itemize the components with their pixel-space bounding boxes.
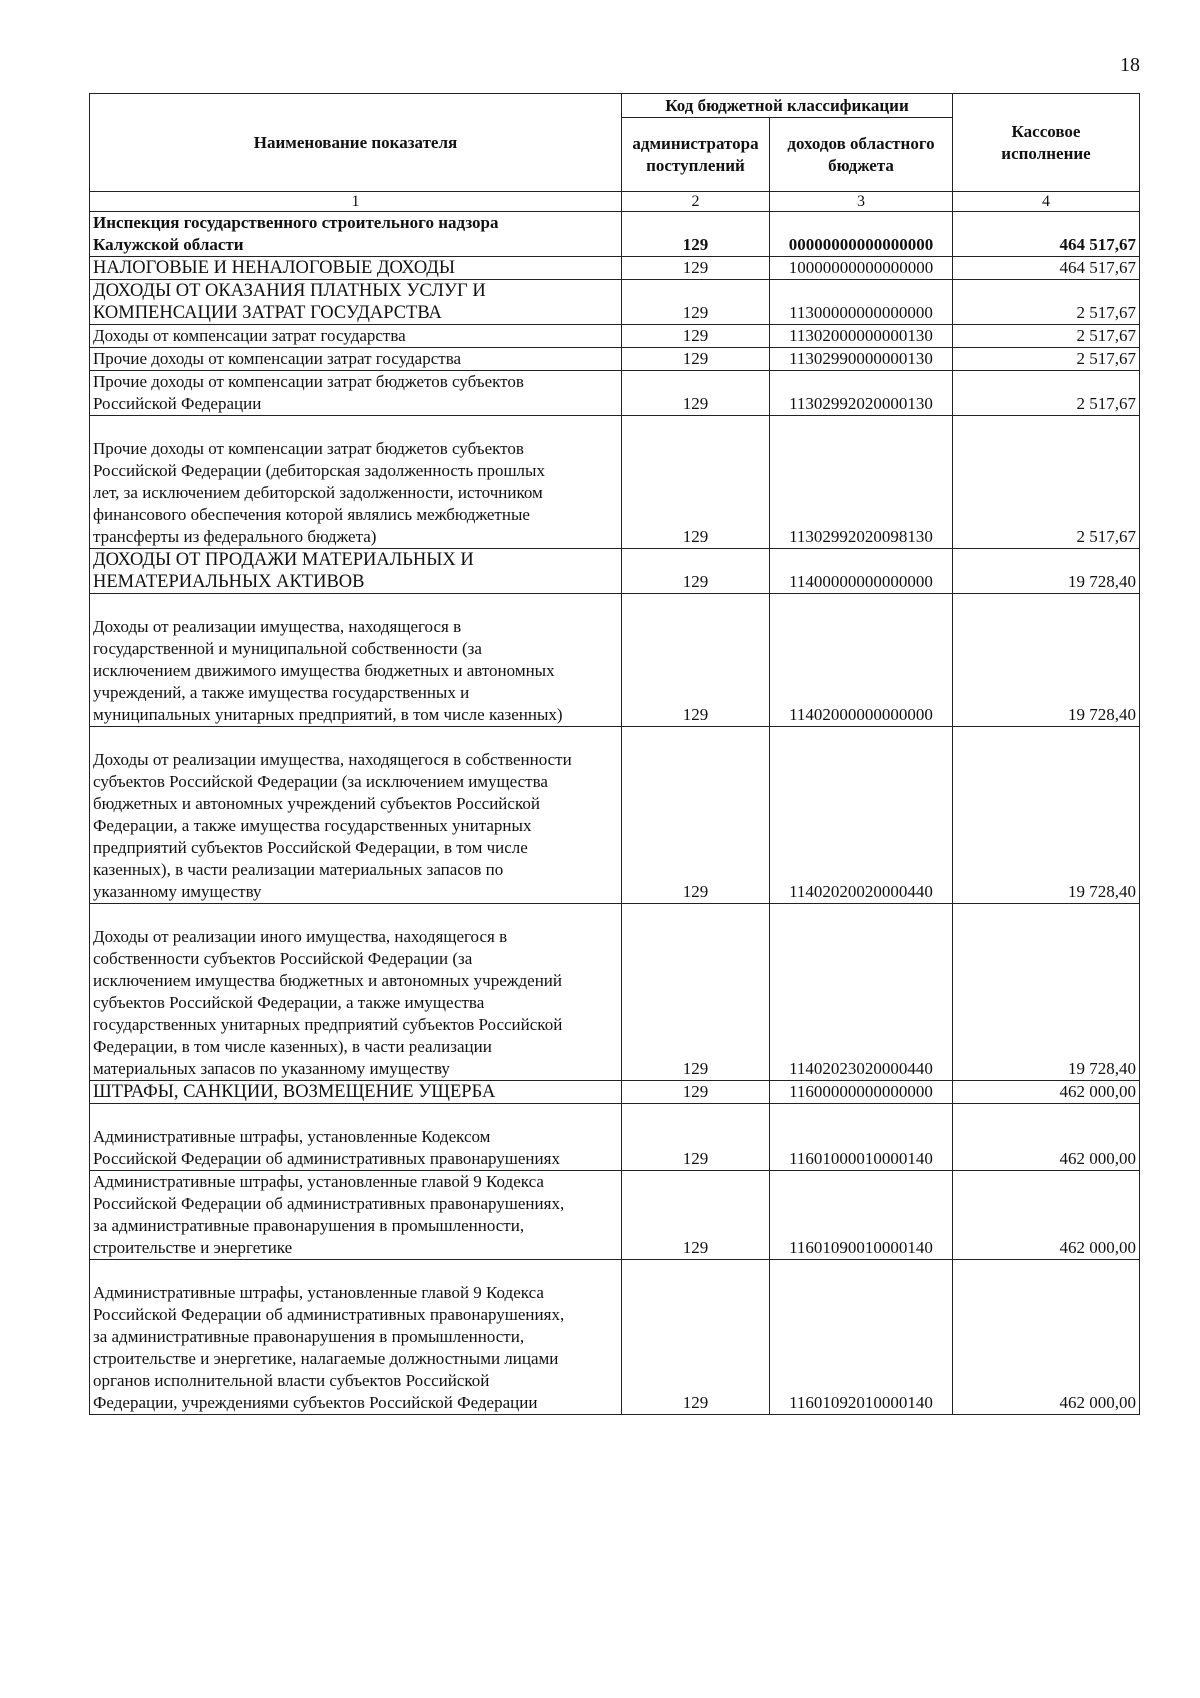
administrator-code-cell: 129: [622, 1081, 770, 1104]
cash-execution-cell: 2 517,67: [953, 325, 1140, 348]
cash-execution-cell: 462 000,00: [953, 1104, 1140, 1171]
column-number: 1: [90, 192, 622, 212]
column-number: 4: [953, 192, 1140, 212]
cash-execution-cell: 464 517,67: [953, 212, 1140, 257]
administrator-code-cell: 129: [622, 212, 770, 257]
income-code-cell: 11402020020000440: [770, 727, 953, 904]
table-row: [90, 1171, 1140, 1260]
table-row: [90, 1081, 1140, 1104]
indicator-name-cell: Доходы от реализации имущества, находящегося в собственности субъектов Российской Федерации (за исключением имущества бюджетных и автономных учреждений субъектов Российской Федерации, а также имущества государственных унитарных предприятий субъектов Российской Федерации, в том числе казенных), в части реализации материальных запасов по указанному имуществу: [90, 727, 622, 904]
income-code-cell: 11302990000000130: [770, 348, 953, 371]
header-income-code: доходов областного бюджета: [770, 118, 953, 192]
table-row: [90, 594, 1140, 727]
report-body: [90, 212, 1140, 1415]
administrator-code-cell: 129: [622, 348, 770, 371]
table-row: [90, 1104, 1140, 1171]
administrator-code-cell: 129: [622, 1104, 770, 1171]
indicator-name-cell: Инспекция государственного строительного надзора Калужской области: [90, 212, 622, 257]
indicator-name-cell: Прочие доходы от компенсации затрат бюджетов субъектов Российской Федерации: [90, 371, 622, 416]
administrator-code-cell: 129: [622, 594, 770, 727]
administrator-code-cell: 129: [622, 727, 770, 904]
income-code-cell: 11302992020000130: [770, 371, 953, 416]
table-row: [90, 416, 1140, 549]
indicator-name-cell: Доходы от реализации иного имущества, находящегося в собственности субъектов Российской Федерации (за исключением имущества бюджетных и автономных учреждений субъектов Российской Федерации, а также имущества государственных унитарных предприятий субъектов Российской Федерации, в том числе казенных), в части реализации материальных запасов по указанному имуществу: [90, 904, 622, 1081]
table-row: [90, 280, 1140, 325]
indicator-name-cell: Административные штрафы, установленные главой 9 Кодекса Российской Федерации об административных правонарушениях, за административные правонарушения в промышленности, строительстве и энергетике, налагаемые должностными лицами органов исполнительной власти субъектов Российской Федерации, учреждениями субъектов Российской Федерации: [90, 1260, 622, 1415]
administrator-code-cell: 129: [622, 371, 770, 416]
income-code-cell: 11601092010000140: [770, 1260, 953, 1415]
income-code-cell: 11402023020000440: [770, 904, 953, 1081]
table-row: [90, 904, 1140, 1081]
table-row: [90, 549, 1140, 594]
header-administrator-code: администратора поступлений: [622, 118, 770, 192]
income-code-cell: 11300000000000000: [770, 280, 953, 325]
cash-execution-cell: 2 517,67: [953, 280, 1140, 325]
administrator-code-cell: 129: [622, 549, 770, 594]
income-code-cell: 11302000000000130: [770, 325, 953, 348]
income-code-cell: 11302992020098130: [770, 416, 953, 549]
income-code-cell: 11600000000000000: [770, 1081, 953, 1104]
cash-execution-cell: 19 728,40: [953, 727, 1140, 904]
column-numbers-row: [90, 192, 1140, 212]
income-code-cell: 11402000000000000: [770, 594, 953, 727]
header-cash-execution: Кассовое исполнение: [953, 94, 1140, 192]
indicator-name-cell: Административные штрафы, установленные главой 9 Кодекса Российской Федерации об административных правонарушениях, за административные правонарушения в промышленности, строительстве и энергетике: [90, 1171, 622, 1260]
header-indicator-name: Наименование показателя: [90, 94, 622, 192]
administrator-code-cell: 129: [622, 280, 770, 325]
administrator-code-cell: 129: [622, 257, 770, 280]
income-code-cell: 10000000000000000: [770, 257, 953, 280]
administrator-code-cell: 129: [622, 904, 770, 1081]
cash-execution-cell: 462 000,00: [953, 1171, 1140, 1260]
table-row: [90, 325, 1140, 348]
income-code-cell: 11601090010000140: [770, 1171, 953, 1260]
administrator-code-cell: 129: [622, 416, 770, 549]
cash-execution-cell: 2 517,67: [953, 371, 1140, 416]
indicator-name-cell: Административные штрафы, установленные Кодексом Российской Федерации об административных правонарушениях: [90, 1104, 622, 1171]
administrator-code-cell: 129: [622, 1171, 770, 1260]
income-code-cell: 11400000000000000: [770, 549, 953, 594]
cash-execution-cell: 19 728,40: [953, 594, 1140, 727]
income-code-cell: 11601000010000140: [770, 1104, 953, 1171]
table-row: [90, 257, 1140, 280]
indicator-name-cell: Прочие доходы от компенсации затрат бюджетов субъектов Российской Федерации (дебиторская задолженность прошлых лет, за исключением дебиторской задолженности, источником финансового обеспечения которой являлись межбюджетные трансферты из федерального бюджета): [90, 416, 622, 549]
administrator-code-cell: 129: [622, 1260, 770, 1415]
cash-execution-cell: 19 728,40: [953, 549, 1140, 594]
indicator-name-cell: ДОХОДЫ ОТ ОКАЗАНИЯ ПЛАТНЫХ УСЛУГ И КОМПЕНСАЦИИ ЗАТРАТ ГОСУДАРСТВА: [90, 280, 622, 325]
cash-execution-cell: 2 517,67: [953, 348, 1140, 371]
cash-execution-cell: 462 000,00: [953, 1260, 1140, 1415]
cash-execution-cell: 19 728,40: [953, 904, 1140, 1081]
administrator-code-cell: 129: [622, 325, 770, 348]
indicator-name-cell: Доходы от реализации имущества, находящегося в государственной и муниципальной собственности (за исключением движимого имущества бюджетных и автономных учреждений, а также имущества государственных и муниципальных унитарных предприятий, в том числе казенных): [90, 594, 622, 727]
indicator-name-cell: ДОХОДЫ ОТ ПРОДАЖИ МАТЕРИАЛЬНЫХ И НЕМАТЕРИАЛЬНЫХ АКТИВОВ: [90, 549, 622, 594]
cash-execution-cell: 464 517,67: [953, 257, 1140, 280]
table-row: [90, 212, 1140, 257]
indicator-name-cell: НАЛОГОВЫЕ И НЕНАЛОГОВЫЕ ДОХОДЫ: [90, 257, 622, 280]
table-row: [90, 348, 1140, 371]
indicator-name-cell: ШТРАФЫ, САНКЦИИ, ВОЗМЕЩЕНИЕ УЩЕРБА: [90, 1081, 622, 1104]
column-number: 2: [622, 192, 770, 212]
cash-execution-cell: 462 000,00: [953, 1081, 1140, 1104]
page-number: 18: [1120, 54, 1140, 76]
revenue-report-table: [89, 93, 1140, 1415]
income-code-cell: 00000000000000000: [770, 212, 953, 257]
cash-execution-cell: 2 517,67: [953, 416, 1140, 549]
column-number: 3: [770, 192, 953, 212]
indicator-name-cell: Доходы от компенсации затрат государства: [90, 325, 622, 348]
table-row: [90, 371, 1140, 416]
table-row: [90, 727, 1140, 904]
header-budget-code-group: Код бюджетной классификации: [622, 94, 953, 118]
table-row: [90, 1260, 1140, 1415]
indicator-name-cell: Прочие доходы от компенсации затрат государства: [90, 348, 622, 371]
